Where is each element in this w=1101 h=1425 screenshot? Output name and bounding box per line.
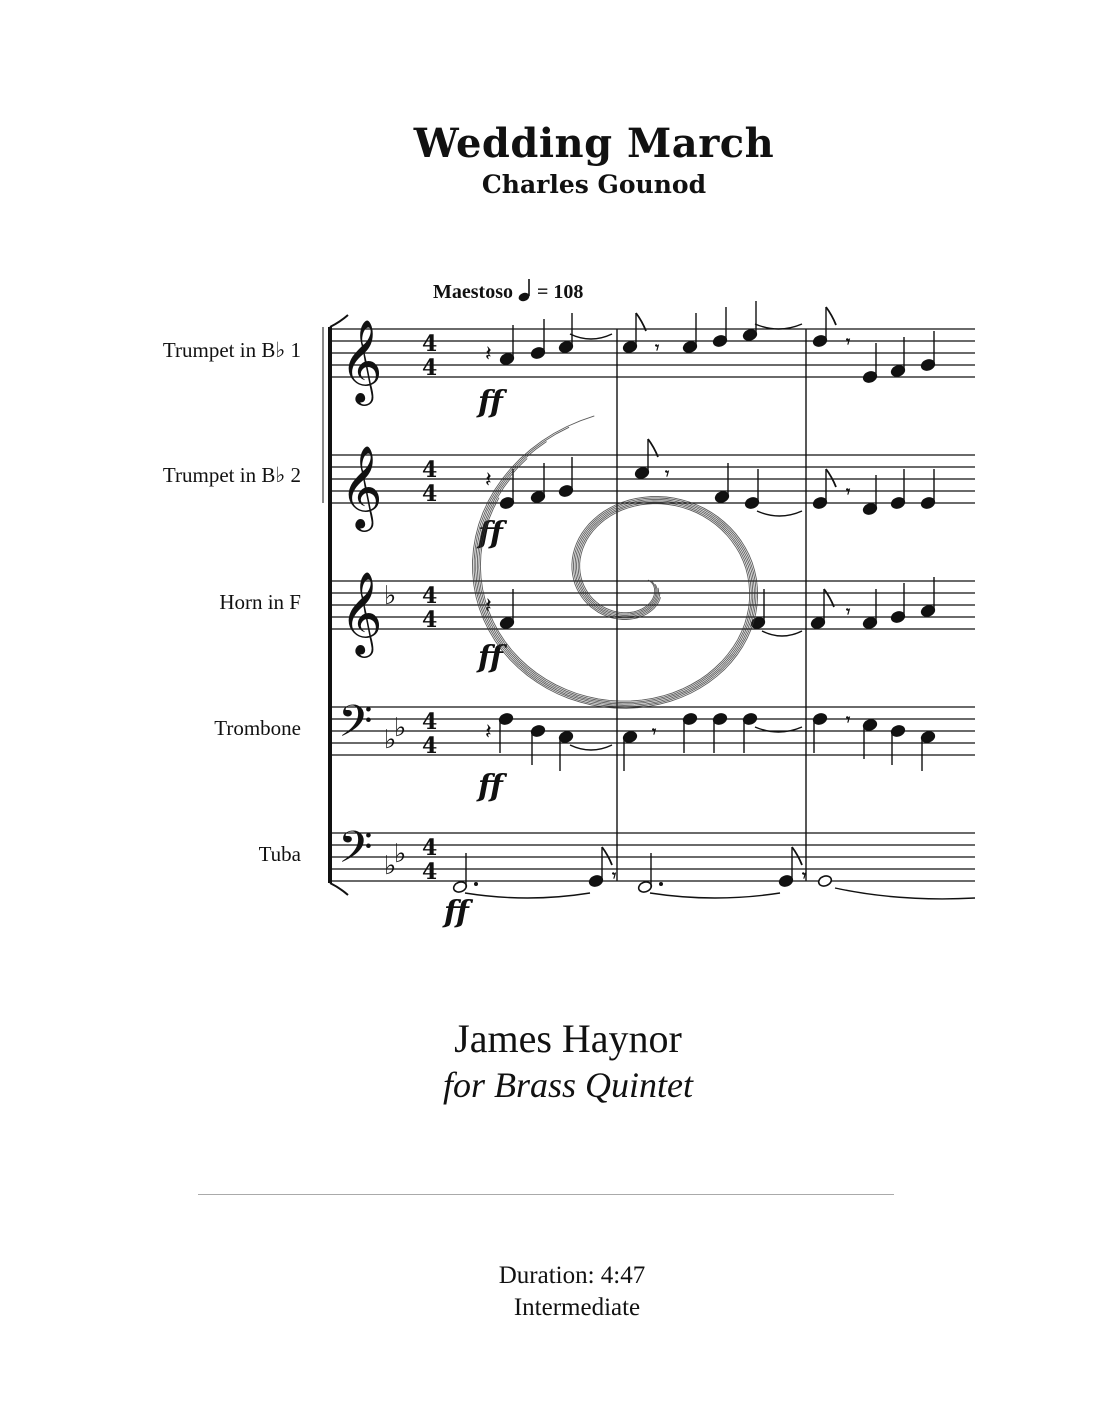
- tie: [650, 893, 780, 898]
- tie: [755, 324, 802, 329]
- bass-clef-icon: 𝄢: [338, 695, 373, 758]
- treble-clef-icon: 𝄞: [340, 570, 383, 654]
- tie: [465, 893, 590, 898]
- dynamic-marking: ff: [478, 640, 503, 675]
- eighth-rest-icon: 𝄾: [802, 866, 807, 885]
- dynamic-marking: ff: [478, 385, 503, 420]
- duration-text: Duration: 4:47: [498, 1262, 646, 1289]
- time-signatures: [422, 331, 437, 885]
- treble-clef-icon: 𝄞: [340, 318, 383, 402]
- note-flag: [602, 847, 612, 865]
- dynamic-marking: ff: [444, 895, 469, 930]
- swirl-artifact: [473, 416, 758, 708]
- instrument-label-trumpet-1: Trumpet in B♭ 1: [162, 338, 301, 362]
- note-flag: [636, 313, 646, 331]
- quarter-rest-icon: 𝄽: [485, 342, 492, 367]
- time-signature-top: 4: [422, 331, 438, 357]
- dynamic-marking: ff: [478, 769, 503, 804]
- notes: [452, 301, 975, 899]
- flat-icon: ♭: [384, 581, 397, 611]
- instrument-label-trumpet-2: Trumpet in B♭ 2: [162, 463, 301, 487]
- arranger-name: James Haynor: [454, 1016, 682, 1061]
- eighth-rest-icon: 𝄾: [612, 866, 617, 885]
- swirl-artifact: [480, 498, 749, 701]
- flat-icon: ♭: [384, 725, 397, 755]
- tie: [762, 631, 802, 636]
- eighth-rest-icon: 𝄾: [655, 338, 660, 357]
- composer-name: Charles Gounod: [481, 170, 707, 199]
- key-signatures: [384, 581, 406, 881]
- eighth-rest-icon: 𝄾: [665, 464, 670, 483]
- page-title: Wedding March: [413, 120, 775, 167]
- tie: [570, 745, 612, 750]
- note-flag: [648, 439, 658, 457]
- eighth-rest-icon: 𝄾: [846, 710, 851, 729]
- time-signature-top: 4: [422, 583, 438, 609]
- note-head: [817, 874, 832, 887]
- ensemble-subtitle: for Brass Quintet: [442, 1065, 693, 1105]
- clefs: [338, 318, 383, 884]
- flat-icon: ♭: [384, 851, 397, 881]
- note-flag: [792, 847, 802, 865]
- divider-line: [198, 1194, 894, 1195]
- instrument-label-tuba: Tuba: [258, 842, 301, 866]
- time-signature-bottom: 4: [422, 607, 438, 633]
- time-signature-top: 4: [422, 457, 438, 483]
- eighth-rest-icon: 𝄾: [846, 602, 851, 621]
- time-signature-bottom: 4: [422, 481, 438, 507]
- time-signature-top: 4: [422, 835, 438, 861]
- flat-icon: ♭: [394, 839, 407, 869]
- flat-icon: ♭: [394, 713, 407, 743]
- swirl-artifact: [476, 442, 755, 706]
- time-signature-bottom: 4: [422, 859, 438, 885]
- tempo-value: = 108: [536, 281, 584, 303]
- time-signature-top: 4: [422, 709, 438, 735]
- difficulty-level: Intermediate: [513, 1294, 641, 1321]
- treble-clef-icon: 𝄞: [340, 444, 383, 528]
- instrument-label-trombone: Trombone: [214, 716, 301, 740]
- quarter-rest-icon: 𝄽: [485, 720, 492, 745]
- note-flag: [824, 589, 834, 607]
- note-flag: [826, 469, 836, 487]
- tempo-text: Maestoso: [433, 281, 513, 303]
- tie: [570, 334, 612, 339]
- tie: [757, 511, 802, 516]
- tie: [835, 888, 975, 899]
- time-signature-bottom: 4: [422, 355, 438, 381]
- note-flag: [826, 307, 836, 325]
- eighth-rest-icon: 𝄾: [652, 722, 657, 741]
- dynamic-marking: ff: [478, 516, 503, 551]
- quarter-rest-icon: 𝄽: [485, 468, 492, 493]
- bass-clef-icon: 𝄢: [338, 821, 373, 884]
- quarter-rest-icon: 𝄽: [485, 594, 492, 619]
- eighth-rest-icon: 𝄾: [846, 332, 851, 351]
- eighth-rest-icon: 𝄾: [846, 482, 851, 501]
- instrument-label-horn: Horn in F: [219, 590, 301, 614]
- time-signature-bottom: 4: [422, 733, 438, 759]
